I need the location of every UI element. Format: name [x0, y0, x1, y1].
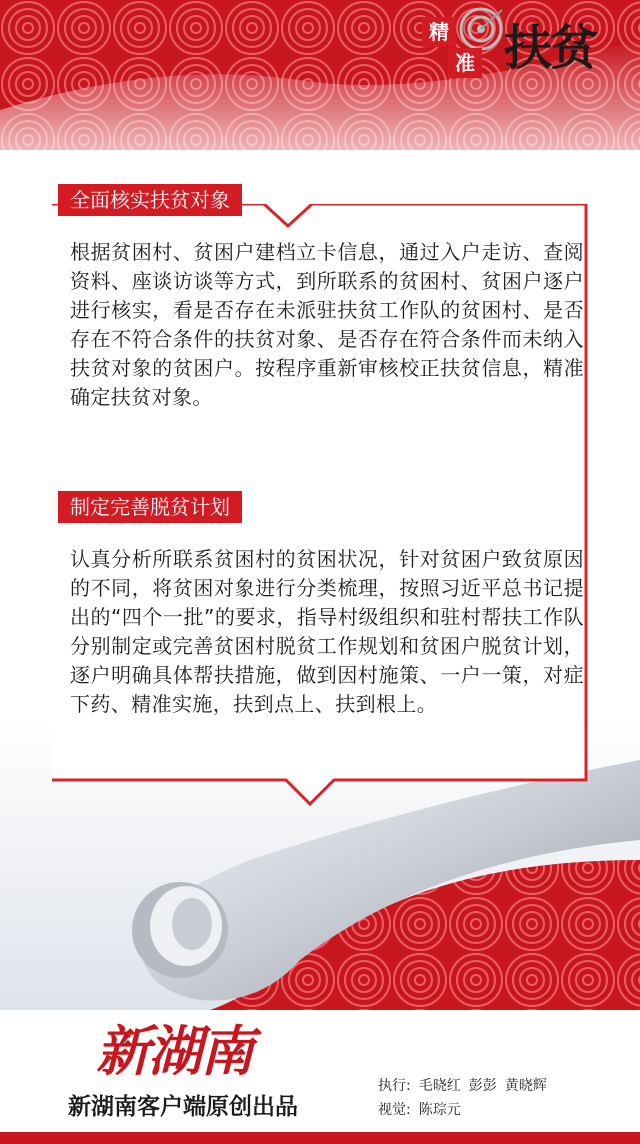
section-text-plan: 认真分析所联系贫困村的贫困状况，针对贫困户致贫原因的不同，将贫困对象进行分类梳理，按照习近平总书记提出的“四个一批”的要求，指导村级组织和驻村帮扶工作队分别制定或完善贫困村脱贫工作规划和贫困户脱贫计划，逐户明确具体帮扶措施，做到因村施策、一户一策，对症下药、精准实施，扶到点上、扶到根上。 — [70, 547, 584, 716]
badge-zhun: 准 — [448, 48, 482, 78]
credits — [378, 1074, 555, 1122]
brand-text: 新湖南客户端原创出品 — [68, 1093, 298, 1120]
exec-name: 黄晓辉 — [504, 1078, 547, 1094]
visual-label: 视觉: — [378, 1102, 411, 1118]
credits-visual — [378, 1098, 555, 1122]
footer-bar — [0, 1132, 640, 1144]
section-text-verify: 根据贫困村、贫困户建档立卡信息，通过入户走访、查阅资料、座谈访谈等方式，到所联系的贫困村、贫困户逐户进行核实，看是否存在未派驻扶贫工作队的贫困村、是否存在不符合条件的扶贫对象、是否存在符合条件而未纳入扶贫对象的贫困户。按程序重新审核校正扶贫信息，精准确定扶贫对象。 — [70, 240, 584, 409]
section-label-verify: 全面核实扶贫对象 — [58, 184, 242, 216]
badge-jing: 精 — [422, 17, 456, 47]
credits-exec — [378, 1074, 555, 1098]
exec-name: 毛晓红 — [418, 1078, 461, 1094]
target-icon — [458, 6, 504, 52]
brand-logo: 新湖南 — [96, 1019, 252, 1083]
page-title: 扶贫 — [504, 20, 597, 76]
exec-name: 彭彭 — [468, 1078, 497, 1094]
visual-name: 陈琮元 — [418, 1102, 461, 1118]
section-label-plan: 制定完善脱贫计划 — [58, 491, 242, 523]
exec-label: 执行: — [378, 1078, 411, 1094]
